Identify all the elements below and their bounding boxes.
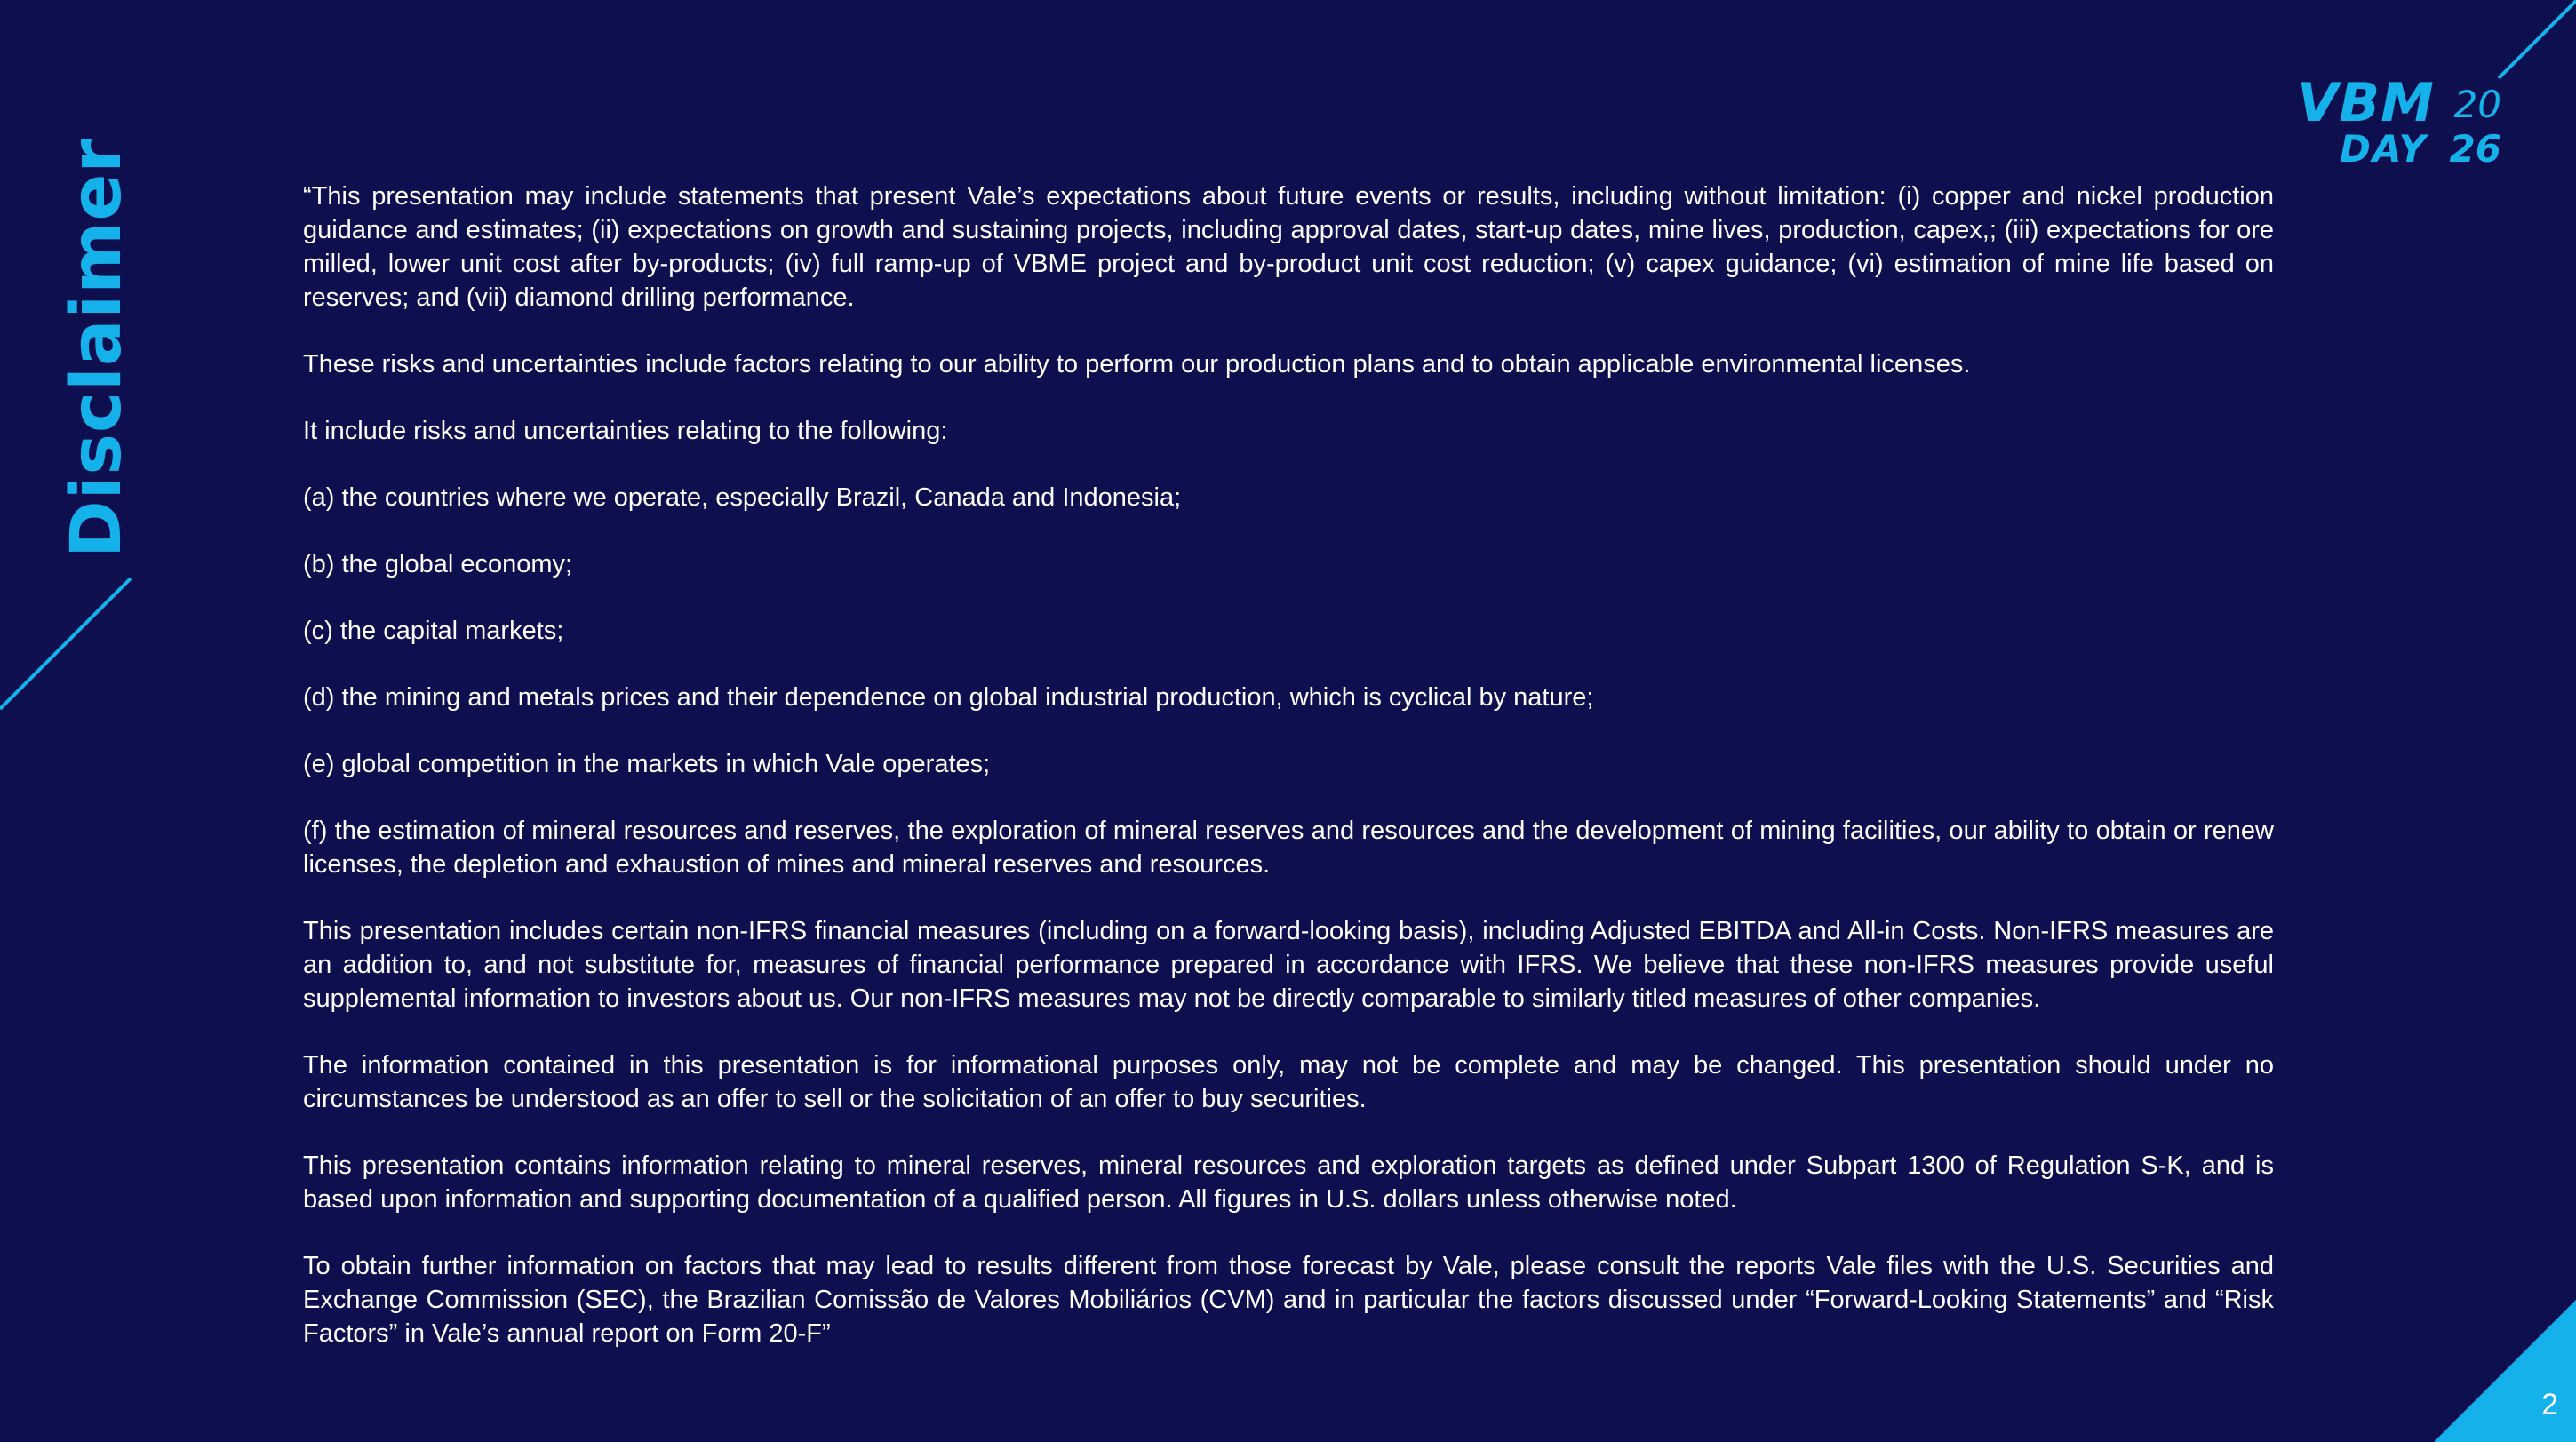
disclaimer-paragraph-non-ifrs: This presentation includes certain non-IFRS financial measures (including on a forward-looking basis), including Adjusted EBITDA and All-in Costs. Non-IFRS measures are an addition to, and not substitute for, measures of financial performance prepared in accordance with IFRS. We believe that these non-IFRS measures provide useful supplemental information to investors about us. Our non-IFRS measures may not be directly comparable to similarly titled measures of other companies. (303, 917, 2274, 1013)
disclaimer-paragraph-informational: The information contained in this presentation is for informational purposes only, may not be complete and may be changed. This presentation should under no circumstances be understood as an offer to sell or the solicitation of an offer to buy securities. (303, 1051, 2274, 1113)
logo-year-part-2: 26 (2449, 127, 2501, 171)
disclaimer-paragraph-list-intro: It include risks and uncertainties relating to the following: (303, 417, 948, 445)
logo-year-part-1: 20 (2453, 83, 2501, 126)
disclaimer-paragraph-risks: These risks and uncertainties include factors relating to our ability to perform our production plans and to obtain applicable environmental licenses. (303, 350, 1971, 378)
risk-item-a: (a) the countries where we operate, especially Brazil, Canada and Indonesia; (303, 483, 1182, 512)
disclaimer-paragraph-further-info: To obtain further information on factors that may lead to results different from those forecast by Vale, please consult the reports Vale files with the U.S. Securities and Exchange Commission (SEC), the Brazilian Comissão de Valores Mobiliários (CVM) and in particular the factors discussed under “Forward-Looking Statements” and “Risk Factors” in Vale’s annual report on Form 20-F” (303, 1252, 2274, 1348)
logo-vbm-text: VBM (2297, 72, 2435, 134)
left-accent-line (0, 578, 131, 709)
risk-item-c: (c) the capital markets; (303, 617, 564, 645)
side-title: Disclaimer (57, 138, 137, 558)
top-right-accent-line (2499, 1, 2576, 78)
disclaimer-paragraph-intro: “This presentation may include statements that present Vale’s expectations about future events or results, including without limitation: (i) copper and nickel production guidance and estimates; (ii) expectations on growth and sustaining projects, including approval dates, start-up dates, mine lives, production, capex,; (iii) expectations for ore milled, lower unit cost after by-products; (iv) full ramp-up of VBME project and by-product unit cost reduction; (v) capex guidance; (vi) estimation of mine life based on reserves; and (vii) diamond drilling performance. (303, 182, 2274, 312)
vbm-day-logo (2297, 72, 2501, 171)
risk-item-b: (b) the global economy; (303, 550, 573, 578)
logo-day-text: DAY (2340, 127, 2428, 171)
disclaimer-body (303, 179, 2274, 1383)
risk-item-e: (e) global competition in the markets in which Vale operates; (303, 750, 991, 778)
page-number: 2 (2541, 1388, 2558, 1422)
disclaimer-paragraph-reserves: This presentation contains information relating to mineral reserves, mineral resources and exploration targets as defined under Subpart 1300 of Regulation S-K, and is based upon information and supporting documentation of a qualified person. All figures in U.S. dollars unless otherwise noted. (303, 1151, 2274, 1214)
risk-item-d: (d) the mining and metals prices and their dependence on global industrial production, which is cyclical by nature; (303, 683, 1594, 712)
risk-item-f: (f) the estimation of mineral resources and reserves, the exploration of mineral reserves and resources and the development of mining facilities, our ability to obtain or renew licenses, the depletion and exhaustion of mines and mineral reserves and resources. (303, 817, 2274, 879)
